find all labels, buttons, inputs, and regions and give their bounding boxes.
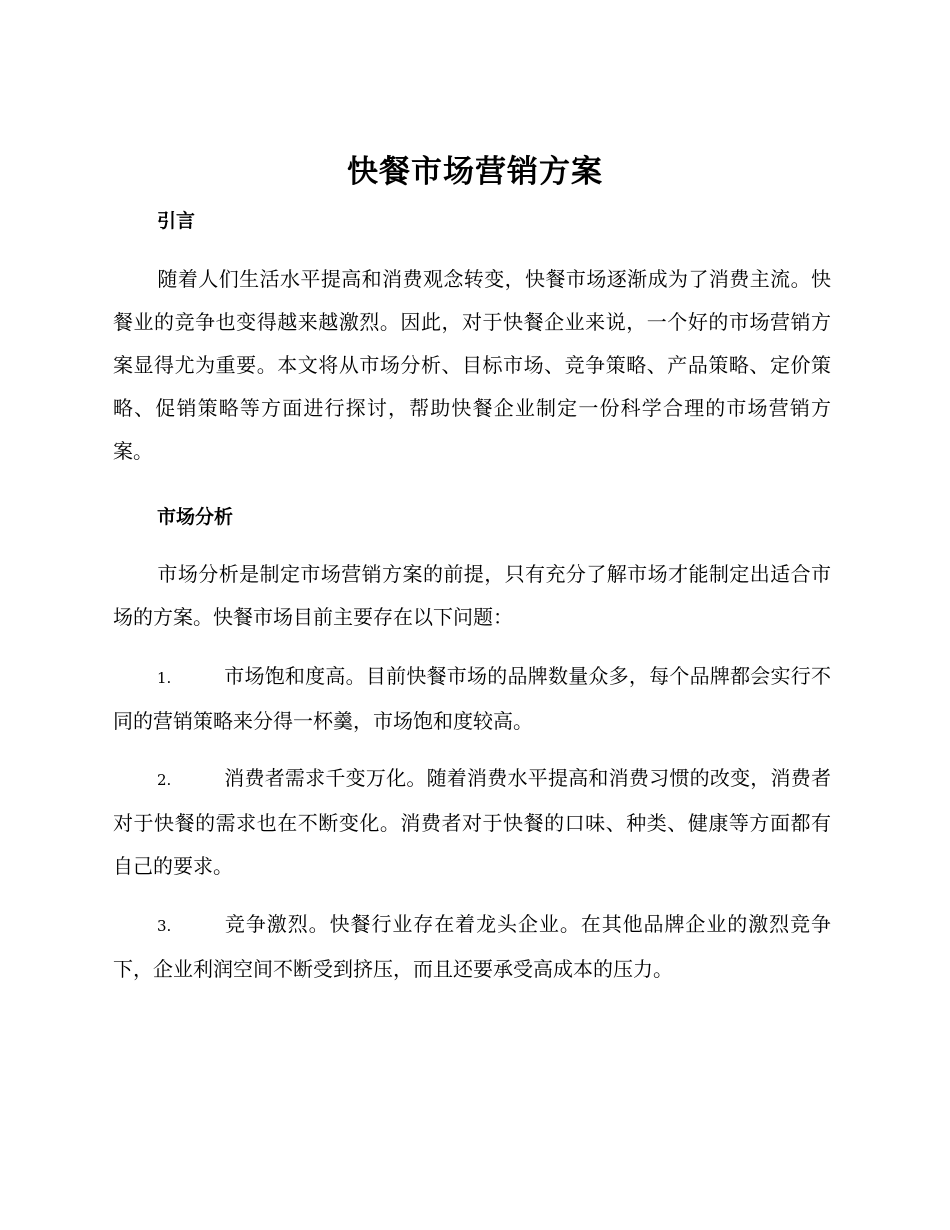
market-analysis-paragraph	[113, 553, 831, 639]
list-item	[113, 655, 831, 743]
market-analysis-paragraph-text: 市场分析是制定市场营销方案的前提，只有充分了解市场才能制定出适合市场的方案。快餐市场目前主要存在以下问题：	[113, 562, 831, 629]
introduction-paragraph-text: 随着人们生活水平提高和消费观念转变，快餐市场逐渐成为了消费主流。快餐业的竞争也变得越来越激烈。因此，对于快餐企业来说，一个好的市场营销方案显得尤为重要。本文将从市场分析、目标市场、竞争策略、产品策略、定价策略、促销策略等方面进行探讨，帮助快餐企业制定一份科学合理的市场营销方案。	[113, 267, 831, 463]
introduction-paragraph	[113, 258, 831, 473]
list-item	[113, 757, 831, 888]
list-item-number: 2.	[157, 771, 172, 789]
list-item	[113, 903, 831, 991]
list-item-number: 3.	[157, 917, 172, 935]
page-title: 快餐市场营销方案	[347, 154, 603, 190]
section-heading-introduction: 引言	[157, 210, 196, 232]
section-heading-market-analysis: 市场分析	[157, 506, 234, 528]
list-item-text: 市场饱和度高。目前快餐市场的品牌数量众多，每个品牌都会实行不同的营销策略来分得一杯羹，市场饱和度较高。	[113, 664, 831, 733]
list-item-text: 消费者需求千变万化。随着消费水平提高和消费习惯的改变，消费者对于快餐的需求也在不断变化。消费者对于快餐的口味、种类、健康等方面都有自己的要求。	[113, 766, 831, 878]
list-item-text: 竞争激烈。快餐行业存在着龙头企业。在其他品牌企业的激烈竞争下，企业利润空间不断受到挤压，而且还要承受高成本的压力。	[113, 912, 831, 981]
list-item-number: 1.	[157, 669, 172, 687]
